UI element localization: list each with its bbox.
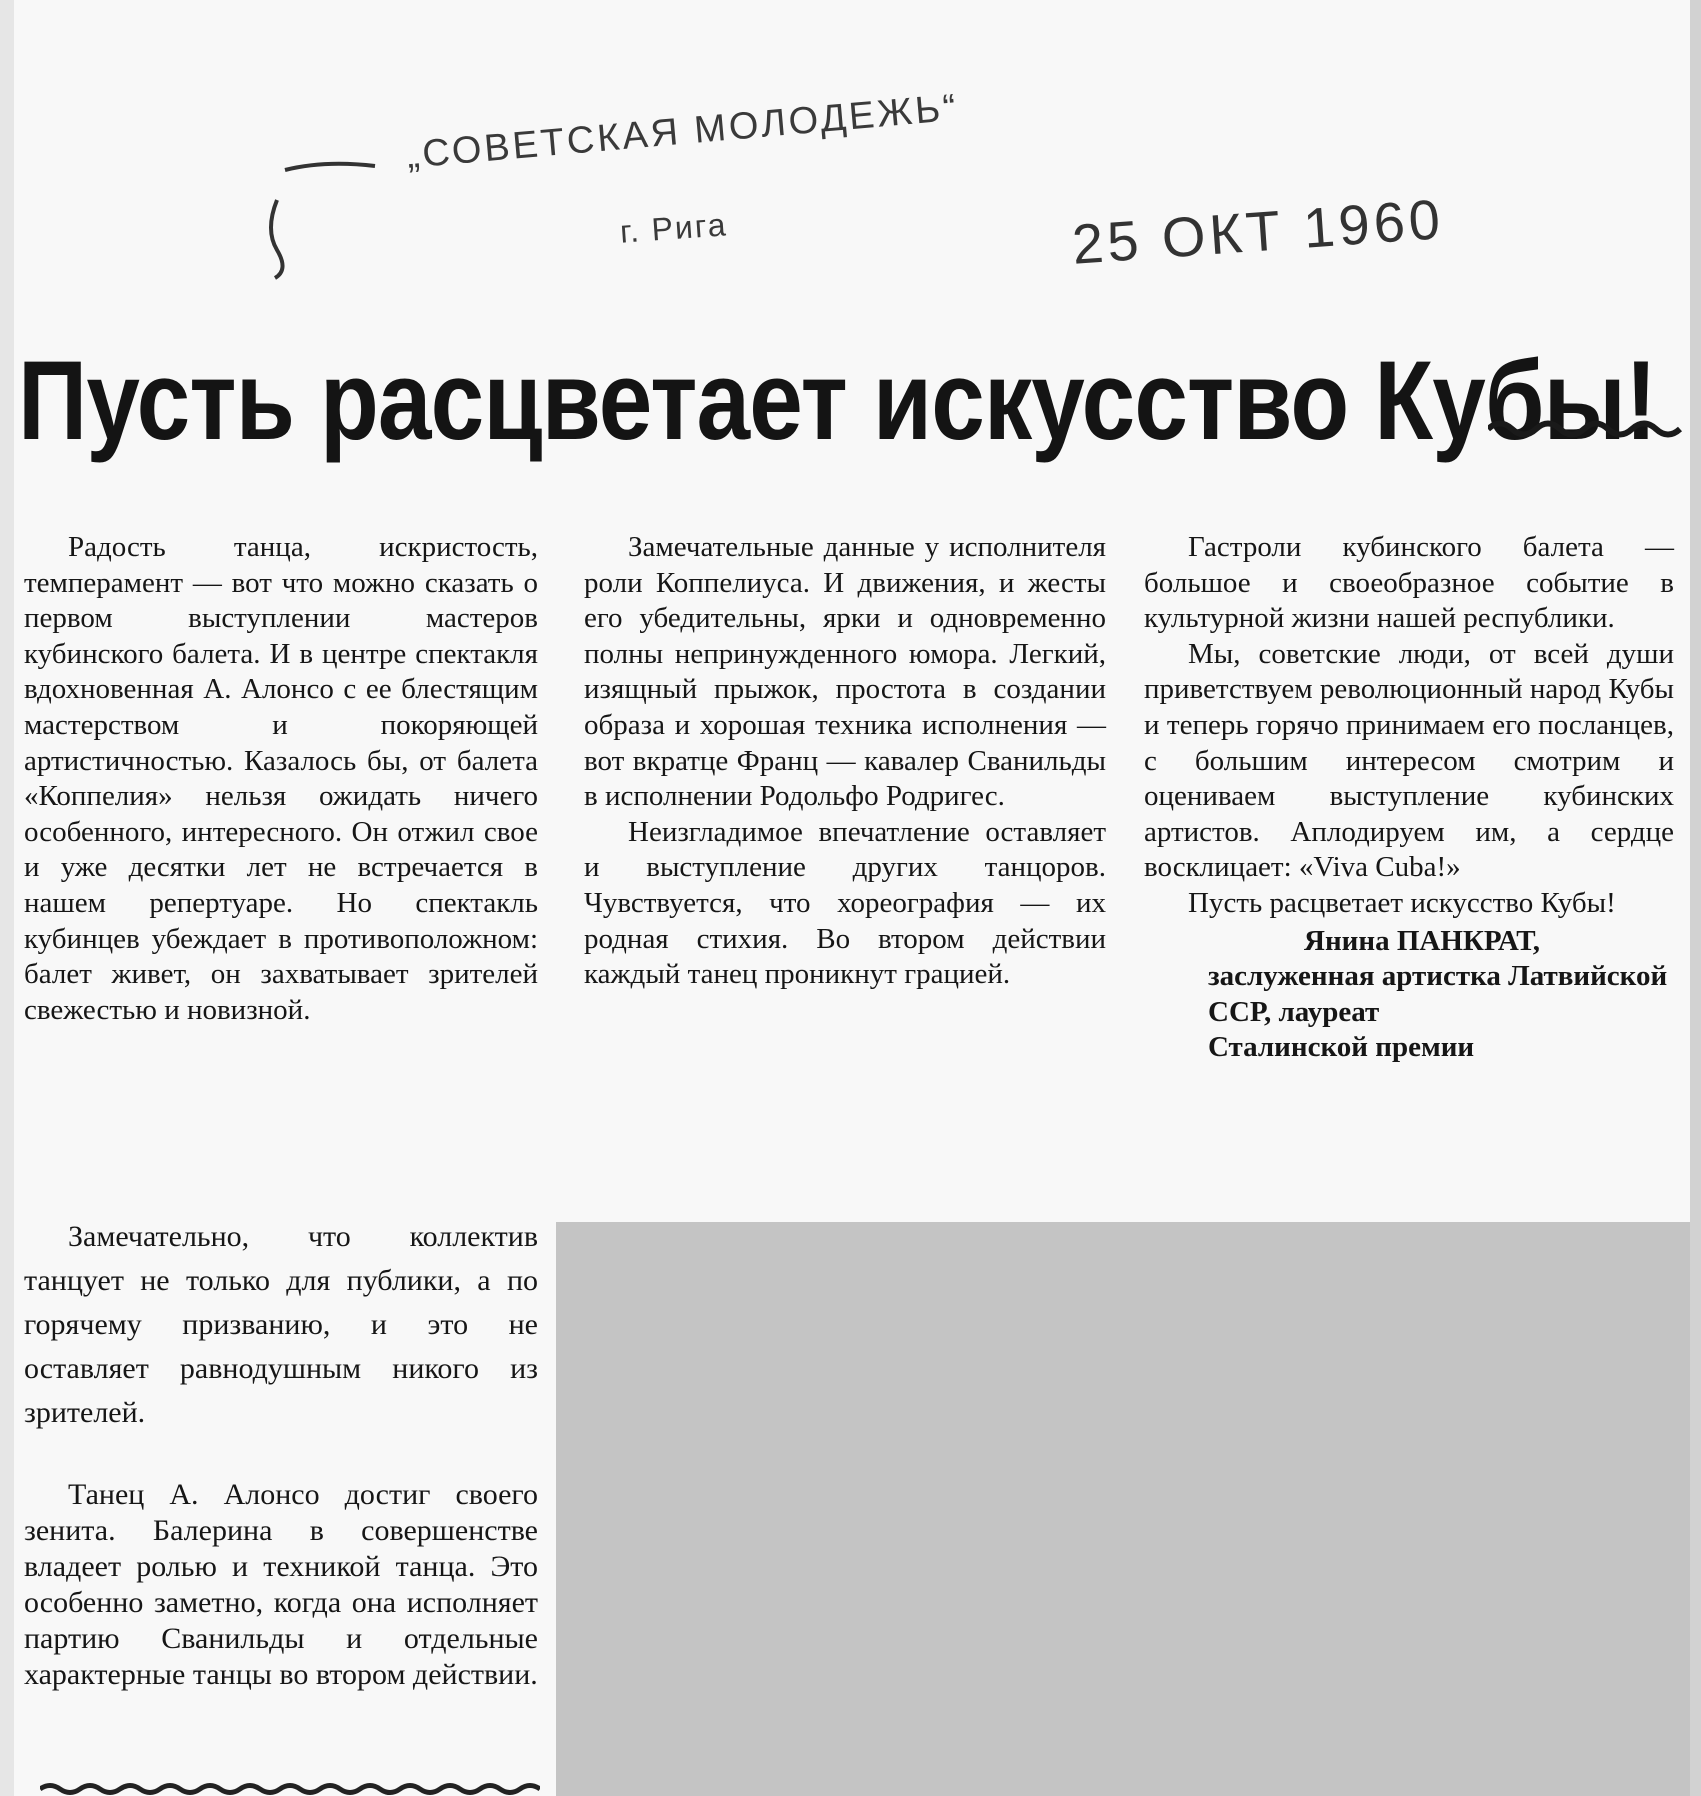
author-title: заслуженная артистка Латвийской ССР, лауреат [1208,960,1668,1028]
paragraph: Замечательные данные у исполнителя роли Коппелиуса. И движения, и жесты его убедительны, ярки и одновременно полны непринужденного юмора. Легкий, изящный прыжок, простота в создании образа и хорошая техника исполнения — вот вкратце Франц — кавалер Сванильды в исполнении Родольфо Родригес. [584,531,1106,813]
scan-left-edge [0,0,14,1796]
author-signature [1144,924,1674,1066]
headline-ornament [1488,416,1686,442]
background-board [556,1222,1701,1796]
article-column-1 [24,530,538,1028]
author-award: Сталинской премии [1208,1031,1475,1064]
paragraph: Радость танца, искристость, темперамент — вот что можно сказать о первом выступлении мастеров кубинского балета. И в центре спектакля вдохновенная А. Алонсо с ее блестящим мастерством и покоряющей артистичностью. Казалось бы, от балета «Коппелия» нельзя ожидать ничего особенного, интересного. Он отжил свое и уже десятки лет не встречается в нашем репертуаре. Но спектакль кубинцев убеждает в противоположном: балет живет, он захватывает зрителей свежестью и новизной. [24,531,538,1026]
paragraph: Пусть расцветает искусство Кубы! [1188,886,1616,919]
article-column-1-continued [24,1215,538,1435]
scan-right-edge [1690,0,1701,1796]
paragraph: Замечательно, что коллектив танцует не только для публики, а по горячему призванию, и это не оставляет равнодушным никого из зрителей. [24,1220,538,1429]
paragraph: Неизгладимое впечатление оставляет и выступление других танцоров. Чувствуется, что хореография — их родная стихия. Во втором действии каждый танец проникнут грацией. [584,815,1106,991]
handwritten-mark [255,160,385,280]
bottom-ornament [40,1782,540,1796]
newspaper-stamp: „СОВЕТСКАЯ МОЛОДЕЖЬ“ [405,86,961,177]
article-headline: Пусть расцветает искусство Кубы! [18,338,1657,463]
author-name: Янина ПАНКРАТ, [1304,924,1540,957]
article-column-3 [1144,530,1674,1066]
paragraph: Мы, советские люди, от всей души приветствуем революционный народ Кубы и теперь горячо принимаем его посланцев, с большим интересом смотрим и оцениваем выступление кубинских артистов. Аплодируем им, а сердце восклицает: «Viva Cuba!» [1144,637,1674,884]
date-stamp: 25 ОКТ 1960 [1070,187,1446,276]
paragraph: Танец А. Алонсо достиг своего зенита. Балерина в совершенстве владеет ролью и техникой танца. Это особенно заметно, когда она исполняет партию Сванильды и отдельные характерные танцы во втором действии. [24,1478,538,1691]
article-column-2 [584,530,1106,993]
paragraph: Гастроли кубинского балета — большое и своеобразное событие в культурной жизни нашей республики. [1144,531,1674,635]
city-stamp: г. Рига [618,206,729,250]
article-column-1-end [24,1477,538,1693]
